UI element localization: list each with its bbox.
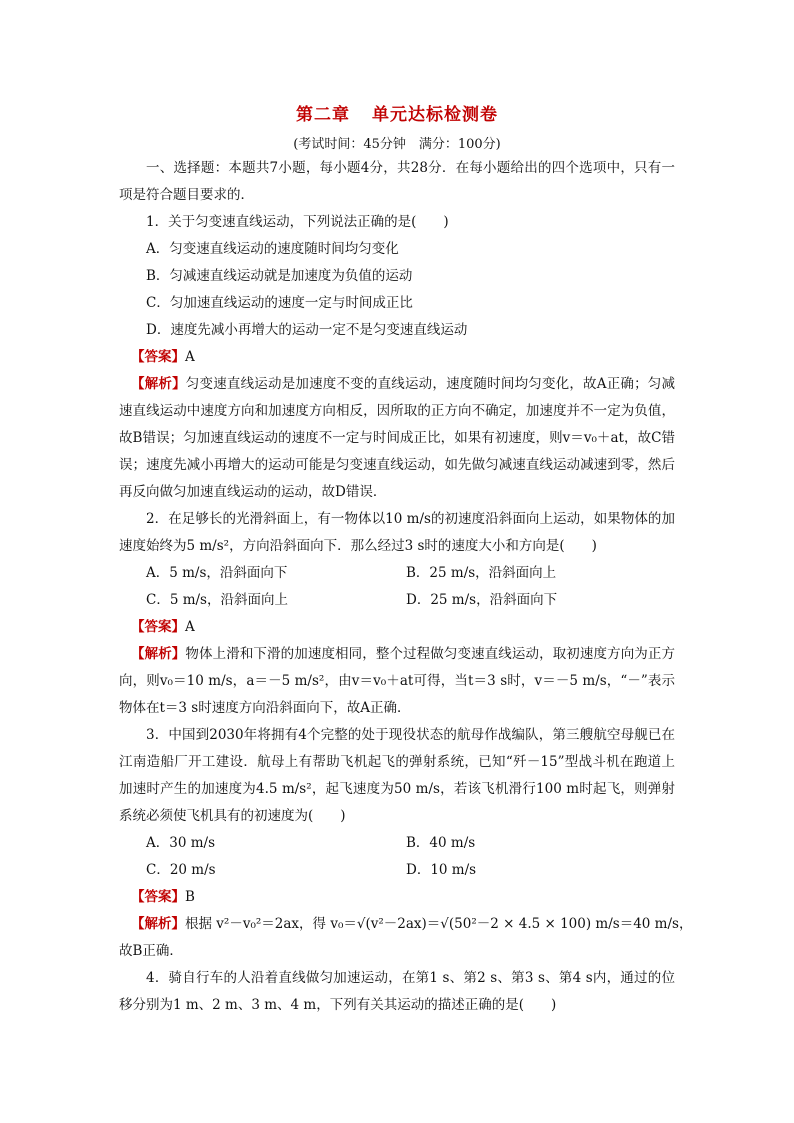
q1-answer xyxy=(119,344,675,371)
q2-option-c: C．5 m/s，沿斜面向上 xyxy=(146,592,288,608)
answer-label: 【答案】 xyxy=(131,619,185,635)
q3-option-b: B．40 m/s xyxy=(406,835,476,851)
q3-analysis-end: 故B正确． xyxy=(119,943,183,959)
q1-option-c: C．匀加速直线运动的速度一定与时间成正比 xyxy=(146,295,413,311)
page-title xyxy=(0,100,794,125)
q3-answer-value: B xyxy=(185,889,195,905)
section-intro: 一、选择题：本题共7小题，每小题4分，共28分．在每小题给出的四个选项中，只有一项是符合题目要求的． xyxy=(119,160,675,203)
q3-option-c: C．20 m/s xyxy=(146,862,216,878)
chapter-label: 第二章 xyxy=(296,105,350,125)
q2-options-row-1 xyxy=(119,560,675,587)
q3-stem: 3．中国到2030年将拥有4个完整的处于现役状态的航母作战编队，第三艘航空母舰已在江南造船厂开工建设．航母上有帮助飞机起飞的弹射系统，已知“歼－15”型战斗机在跑道上加速时产生的加速度为4.5 m/s²，起飞速度为50 m/s，若该飞机滑行100 m时起飞，则弹射系统必须使飞机具有的初速度为( ) xyxy=(119,727,675,824)
q3-option-d: D．10 m/s xyxy=(406,862,477,878)
q2-answer-value: A xyxy=(185,619,195,635)
analysis-label: 【解析】 xyxy=(131,376,186,392)
analysis-label: 【解析】 xyxy=(131,916,185,932)
q3-analysis-text: 根据 v²－v₀²＝2ax，得 v₀＝√(v²－2ax)＝√(50²－2 × 4.5 × 100) m/s＝40 m/s， xyxy=(185,916,693,932)
q1-analysis-text: 匀变速直线运动是加速度不变的直线运动，速度随时间均匀变化，故A正确；匀减速直线运动中速度方向和加速度方向相反，因所取的正方向不确定，加速度并不一定为负值，故B错误；匀加速直线运动的速度不一定与时间成正比，如果有初速度，则v＝v₀＋at，故C错误；速度先减小再增大的运动可能是匀变速直线运动，如先做匀减速直线运动减速到零，然后再反向做匀加速直线运动的运动，故D错误． xyxy=(119,376,676,500)
q2-options-row-2 xyxy=(119,587,675,614)
analysis-label: 【解析】 xyxy=(131,646,186,662)
q2-option-d: D．25 m/s，沿斜面向下 xyxy=(406,592,558,608)
q2-analysis-text: 物体上滑和下滑的加速度相同，整个过程做匀变速直线运动，取初速度方向为正方向，则v₀＝10 m/s，a＝－5 m/s²，由v＝v₀＋at可得，当t＝3 s时，v＝－5 m/s，“－”表示物体在t＝3 s时速度方向沿斜面向下，故A正确． xyxy=(119,646,676,716)
q3-analysis xyxy=(119,911,693,938)
q4-stem: 4．骑自行车的人沿着直线做匀加速运动，在第1 s、第2 s、第3 s、第4 s内，通过的位移分别为1 m、2 m、3 m、4 m，下列有关其运动的描述正确的是( ) xyxy=(119,970,675,1013)
q3-answer xyxy=(119,884,675,911)
q1-stem: 1．关于匀变速直线运动，下列说法正确的是( ) xyxy=(146,214,449,230)
q2-analysis xyxy=(119,641,675,722)
q3-options-row-2 xyxy=(119,857,675,884)
exam-info: (考试时间：45分钟 满分：100分) xyxy=(293,137,501,152)
q2-option-a: A．5 m/s，沿斜面向下 xyxy=(146,565,288,581)
q3-options-row-1 xyxy=(119,830,675,857)
q1-answer-value: A xyxy=(185,349,195,365)
answer-label: 【答案】 xyxy=(131,889,185,905)
q2-option-b: B．25 m/s，沿斜面向上 xyxy=(406,565,557,581)
answer-label: 【答案】 xyxy=(131,349,185,365)
chapter-name: 单元达标检测卷 xyxy=(372,105,498,125)
q1-analysis xyxy=(119,371,675,506)
q1-option-a: A．匀变速直线运动的速度随时间均匀变化 xyxy=(146,241,399,257)
q2-stem: 2．在足够长的光滑斜面上，有一物体以10 m/s的初速度沿斜面向上运动，如果物体的加速度始终为5 m/s²，方向沿斜面向下．那么经过3 s时的速度大小和方向是( ) xyxy=(119,511,675,554)
q2-answer xyxy=(119,614,675,641)
q1-option-b: B．匀减速直线运动就是加速度为负值的运动 xyxy=(146,268,413,284)
q1-option-d: D．速度先减小再增大的运动一定不是匀变速直线运动 xyxy=(146,322,468,338)
exam-content xyxy=(119,155,693,1019)
q3-option-a: A．30 m/s xyxy=(146,835,215,851)
